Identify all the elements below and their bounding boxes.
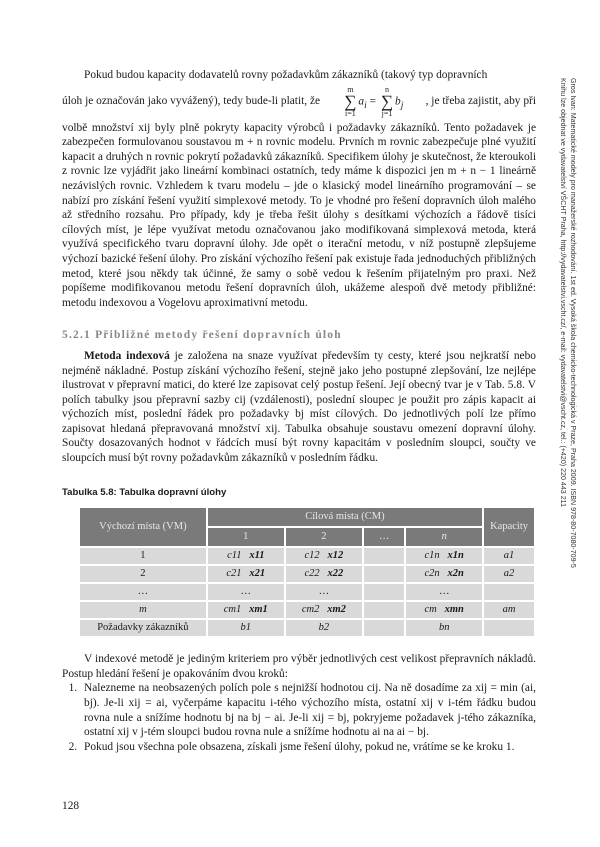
paragraph-3: V indexové metodě je jediným kriteriem pro výběr jednotlivých cest velikost přepravních nákladů. Postup hledání řešení je opakováním dvou kroků: — [62, 653, 536, 680]
table-row-demand: Požadavky zákazníků b1 b2 bn — [80, 620, 534, 636]
table-row: 1 c11 x11 c12 x12 c1n x1n a1 — [80, 548, 534, 564]
sum-symbol-right: n ∑ j=1 — [380, 84, 394, 118]
table-row: m cm1 xm1 cm2 xm2 cm xmn am — [80, 602, 534, 618]
page-body — [62, 68, 536, 754]
steps-list — [62, 681, 536, 754]
table-caption: Tabulka 5.8: Tabulka dopravní úlohy — [62, 486, 227, 498]
sidebar-citation: Gros Ivan: Matematické modely pro manažerské rozhodování. 1st ed. Vysoká škola chemicko-technologická v Praze, Praha 2009. ISBN 978-80-7080-709-5 Knihu lze objednat ve vydavatelství VŠCHT Praha, http://vydavatelstvi.vscht.cz/, e-mail: vydavatelstvi@vscht.cz, tel.: (+420) 220 443 211 — [559, 78, 577, 568]
table-row: 2 c21 x21 c22 x22 c2n x2n a2 — [80, 566, 534, 582]
paragraph-1-line-1: Pokud budou kapacity dodavatelů rovny požadavkům zákazníků (takový typ dopravních — [84, 69, 488, 81]
text: , je třeba zajistit, aby při — [425, 95, 536, 108]
sum-symbol-left: m ∑ i=1 — [344, 84, 357, 118]
sum-equation: m ∑ i=1 $a_i$ = n ∑ j=1 $b_j$ — [344, 84, 404, 118]
text: úloh je označován jako vyvážený), tedy bude-li platit, že — [62, 95, 321, 108]
header-source: Výchozí místa (VM) — [80, 508, 206, 546]
paragraph-2: Metoda indexová je založena na snaze využívat především ty cesty, které jsou nejkratší nebo nejméně nákladné. Postup získání výchozího řešení, stejně jako jeho postupné zlepšování, lze nejlépe ilustrovat v přepravní matici, do které lze zapisovat celý postup řešení. Její obecný tvar je v Tab. 5.8. V polích tabulky jsou přepravní sazby cij (vzdálenosti), poslední sloupec je použit pro zápis kapacit ai výchozích míst, poslední řádek pro požadavky bj míst cílových. Do jednotlivých polí lze přímo zapisovat hledaná přepravovaná množství xij. Tabulka obsahuje soustavu omezení dopravní úlohy. Součty dosazovaných hodnot v řádcích musí být rovny kapacitám v posledním sloupci, součty ve sloupcích musí být rovny požadavkům zákazníků v posledním řádku. — [62, 349, 536, 465]
list-item: 1. Nalezneme na neobsazených polích pole s nejnižší hodnotou cij. Na ně dosadíme za xij = min (ai, bj). Je-li xij = ai, vyčerpáme kapacitu i-tého výchozího místa, ostatní xij v i-tém řádku budou rovna nule a snížíme hodnotu bj na bj − ai. Je-li xij = bj, pokryjeme požadavek j-tého zákazníka, ostatní xij v j-tém sloupci budou rovna nule a snížíme hodnotu ai na ai − bj. — [80, 681, 536, 739]
balance-equation-line — [62, 83, 536, 121]
table-row: … … … … — [80, 584, 534, 600]
header-target: Cílová místa (CM) — [208, 508, 482, 526]
page-number: 128 — [62, 800, 80, 812]
list-item: 2. Pokud jsou všechna pole obsazena, získali jsme řešení úlohy, pokud ne, vrátíme se ke kroku 1. — [80, 740, 536, 755]
paragraph-1-rest: volbě množství xij byly plně pokryty kapacity výrobců i požadavky zákazníků. Tento požadavek je zabezpečen formulovanou soustavou m + n rovnic modelu. Prvních m rovnic zabezpečuje plné využití kapacit a druhých n rovnic pokrytí požadavků zákazníků. Specifikem úlohy je skutečnost, že kteroukoli z rovnic lze vyjádřit jako lineární kombinaci ostatních, tedy máme k dispozici jen m + n − 1 lineárně nezávislých rovnic. Vzhledem k tvaru modelu – jde o klasický model lineárního programování – se nabízí pro získání řešení využití simplexové metody. To je vhodné pro řešení dopravních úloh malého až středního rozsahu. Pro případy, kdy je třeba řešit úlohy s desítkami výchozích a řádově tisíci cílových míst, je lépe využívat metodu označovanou jako modifikovaná simplexová metoda, která využívá specifického tvaru dopravní úlohy. Jde opět o iterační metodu, v níž postupně zlepšujeme výchozí bazické řešení úlohy. Pro získání výchozího řešení pak existuje řada jednoduchých přibližných metod, které jsou někdy tak účinné, že samy o sobě vedou k řešením přijatelným pro praxi. Než popíšeme modifikovanou metodu řešení dopravních úloh, ukážeme alespoň dvě metody přibližné: metodu indexovou a Vogelovu aproximativní metodu. — [62, 121, 536, 309]
transport-table: Výchozí místa (VM) Cílová místa (CM) Kapacity 1 2 … n 1 c11 x11 c12 x12 c1n x1n a1 2 c21 x21 c22 x22 c2n x2n a2 … … … … m cm1 xm1 cm2 xm2 cm xmn am Požadavky zákazníků b1 b2 bn — [78, 506, 536, 638]
section-heading: 5.2.1 Přibližné metody řešení dopravních úloh — [62, 329, 342, 342]
header-capacity: Kapacity — [484, 508, 534, 546]
